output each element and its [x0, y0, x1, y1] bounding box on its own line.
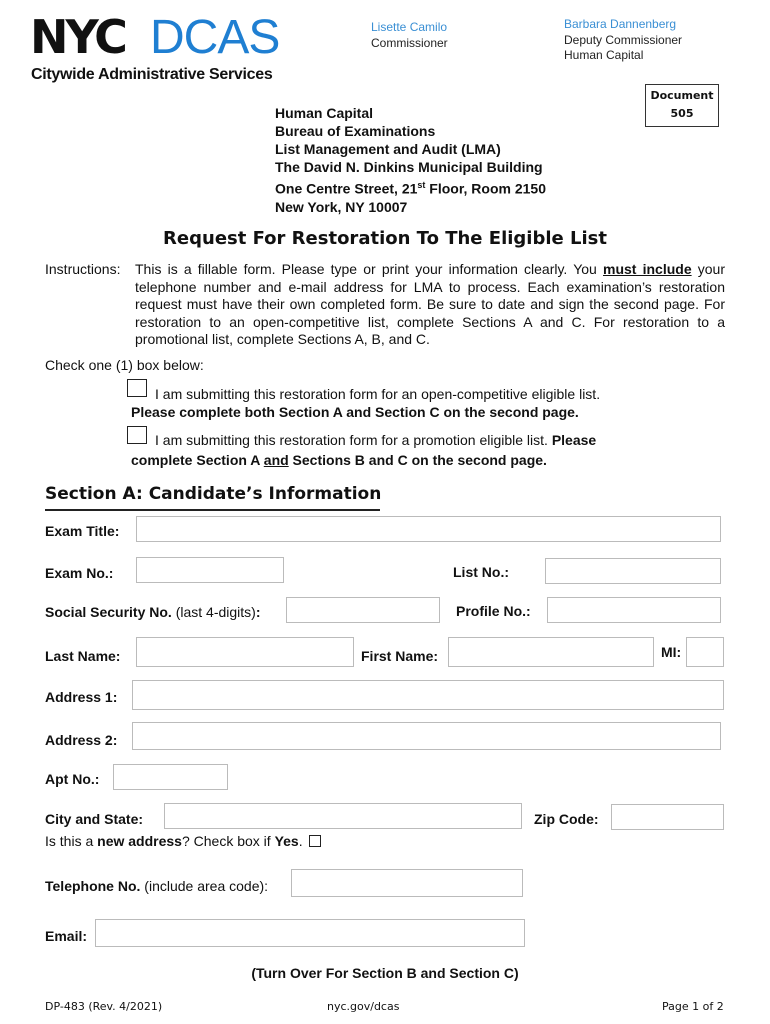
apt-no-field[interactable]	[113, 764, 228, 790]
commissioner-block	[371, 20, 448, 50]
page-number: Page 1 of 2	[662, 1000, 724, 1013]
email-field[interactable]	[95, 919, 525, 947]
zip-code-label: Zip Code:	[534, 811, 599, 827]
option-open-competitive-note: Please complete both Section A and Section C on the second page.	[131, 404, 579, 420]
first-name-input[interactable]	[449, 638, 653, 666]
email-label: Email:	[45, 928, 88, 944]
last-name-input[interactable]	[137, 638, 353, 666]
address-1-field[interactable]	[132, 680, 724, 710]
telephone-input[interactable]	[292, 870, 522, 896]
first-name-field[interactable]	[448, 637, 654, 667]
mi-field[interactable]	[686, 637, 724, 667]
exam-title-label: Exam Title:	[45, 523, 120, 539]
address-2-field[interactable]	[132, 722, 721, 750]
address-2-input[interactable]	[133, 723, 720, 749]
section-a-underline	[45, 509, 380, 511]
dcas-logo: DCAS	[150, 11, 280, 64]
promotion-checkbox[interactable]	[127, 426, 147, 444]
apt-no-input[interactable]	[114, 765, 227, 789]
exam-title-field[interactable]	[136, 516, 721, 542]
instructions	[45, 261, 725, 349]
document-number: 505	[670, 107, 694, 120]
turn-over-note: (Turn Over For Section B and Section C)	[251, 965, 519, 981]
mi-input[interactable]	[687, 638, 723, 666]
option-promotion-note: complete Section A and Sections B and C on the second page.	[131, 452, 547, 468]
mailing-address	[275, 104, 546, 216]
last-name-field[interactable]	[136, 637, 354, 667]
address-line: The David N. Dinkins Municipal Building	[275, 159, 543, 175]
ssn-field[interactable]	[286, 597, 440, 623]
option-open-competitive-text: I am submitting this restoration form for an open-competitive eligible list.	[155, 386, 601, 402]
list-no-label: List No.:	[453, 564, 509, 580]
exam-no-field[interactable]	[136, 557, 284, 583]
deputy-title: Deputy Commissioner	[564, 33, 683, 47]
telephone-field[interactable]	[291, 869, 523, 897]
address-line: List Management and Audit (LMA)	[275, 141, 501, 157]
city-state-field[interactable]	[164, 803, 522, 829]
footer-url: nyc.gov/dcas	[327, 1000, 400, 1013]
form-id: DP-483 (Rev. 4/2021)	[45, 1000, 163, 1013]
zip-code-field[interactable]	[611, 804, 724, 830]
email-input[interactable]	[96, 920, 524, 946]
instructions-label: Instructions:	[45, 261, 121, 277]
document-number-box	[645, 84, 719, 127]
exam-no-input[interactable]	[137, 558, 283, 582]
new-address-checkbox[interactable]	[309, 835, 321, 847]
option-promotion-text: I am submitting this restoration form for a promotion eligible list. Please	[155, 432, 597, 448]
address-line: New York, NY 10007	[275, 198, 408, 215]
city-state-label: City and State:	[45, 811, 144, 827]
nyc-logo: NYC	[30, 10, 125, 64]
new-address-question: Is this a new address? Check box if Yes.	[45, 833, 321, 849]
address-2-label: Address 2:	[45, 732, 118, 748]
telephone-label: Telephone No. (include area code):	[45, 878, 269, 894]
address-line: Bureau of Examinations	[275, 123, 436, 139]
address-line: Human Capital	[275, 105, 374, 121]
commissioner-name: Lisette Camilo	[371, 20, 448, 34]
instructions-text: This is a fillable form. Please type or print your information clearly. You must include your telephone number and e-mail address for LMA to process. Each examination’s restoration request must have their own completed form. Be sure to date and sign the second page. For restoration to an open-competitive list, complete Sections A and C. For restoration to a promotional list, complete Sections A, B, and C.	[135, 261, 725, 347]
deputy-name: Barbara Dannenberg	[564, 17, 677, 31]
ssn-label: Social Security No. (last 4-digits):	[45, 604, 261, 620]
list-no-field[interactable]	[545, 558, 721, 584]
document-label: Document	[650, 89, 714, 102]
profile-no-field[interactable]	[547, 597, 721, 623]
section-a-heading: Section A: Candidate’s Information	[45, 484, 382, 504]
apt-no-label: Apt No.:	[45, 771, 100, 787]
exam-title-input[interactable]	[137, 517, 720, 541]
mi-label: MI:	[661, 644, 682, 660]
deputy-department: Human Capital	[564, 48, 644, 62]
profile-no-label: Profile No.:	[456, 603, 531, 619]
address-1-label: Address 1:	[45, 689, 118, 705]
list-no-input[interactable]	[546, 559, 720, 583]
address-line: One Centre Street, 21st Floor, Room 2150	[275, 180, 546, 197]
last-name-label: Last Name:	[45, 648, 121, 664]
agency-subtitle: Citywide Administrative Services	[31, 66, 273, 83]
zip-code-input[interactable]	[612, 805, 723, 829]
ssn-input[interactable]	[287, 598, 439, 622]
exam-no-label: Exam No.:	[45, 565, 114, 581]
open-competitive-checkbox[interactable]	[127, 379, 147, 397]
form-title: Request For Restoration To The Eligible List	[163, 228, 607, 249]
address-1-input[interactable]	[133, 681, 723, 709]
deputy-commissioner-block	[564, 17, 682, 62]
commissioner-title: Commissioner	[371, 36, 448, 50]
profile-no-input[interactable]	[548, 598, 720, 622]
first-name-label: First Name:	[361, 648, 439, 664]
city-state-input[interactable]	[165, 804, 521, 828]
check-one-prompt: Check one (1) box below:	[45, 357, 204, 373]
